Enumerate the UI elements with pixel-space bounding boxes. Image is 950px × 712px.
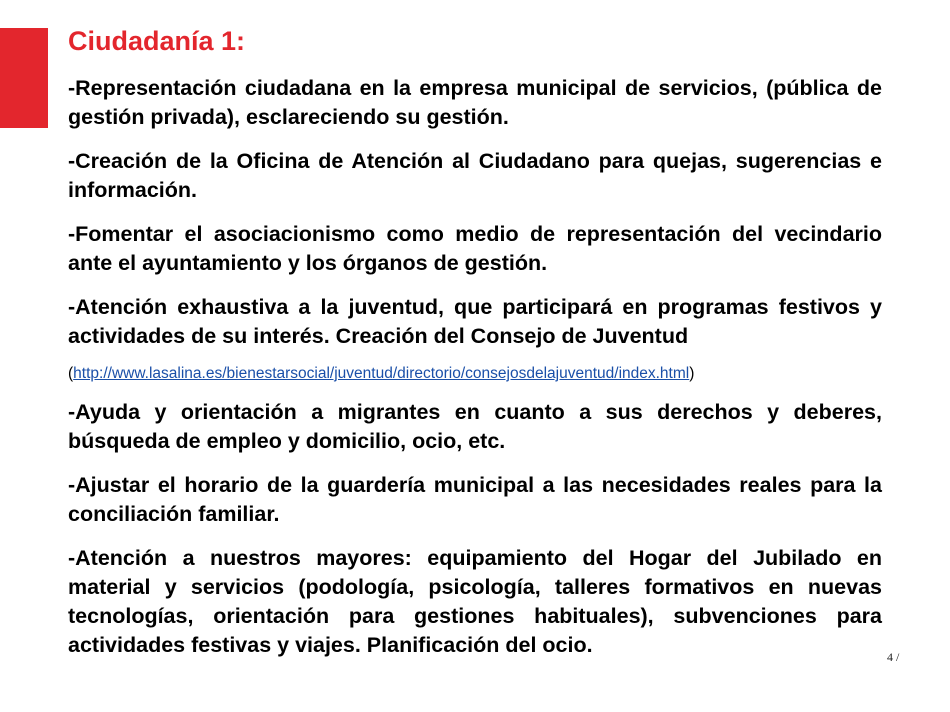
page-number: 4 /: [887, 650, 900, 664]
paragraph-nursery: -Ajustar el horario de la guardería municipal a las necesidades reales para la conciliación familiar.: [68, 473, 882, 526]
link-close-paren: ): [689, 365, 695, 382]
paragraph-citizen-office: -Creación de la Oficina de Atención al Ciudadano para quejas, sugerencias e información.: [68, 149, 882, 202]
paragraph-representation: -Representación ciudadana en la empresa municipal de servicios, (pública de gestión privada), esclareciendo su gestión.: [68, 76, 882, 129]
accent-bar: [0, 28, 48, 128]
paragraph-migrants: -Ayuda y orientación a migrantes en cuanto a sus derechos y deberes, búsqueda de empleo y domicilio, ocio, etc.: [68, 400, 882, 453]
paragraph-elderly: -Atención a nuestros mayores: equipamiento del Hogar del Jubilado en material y servicios (podología, psicología, talleres formativos en nuevas tecnologías, orientación para gestiones habituales), subvenciones para actividades festivas y viajes. Planificación del ocio.: [68, 546, 882, 657]
youth-council-link-line: [68, 362, 882, 386]
paragraph-associationism: -Fomentar el asociacionismo como medio de representación del vecindario ante el ayuntamiento y los órganos de gestión.: [68, 222, 882, 275]
link-open-paren: (: [68, 365, 74, 382]
slide-content: [68, 74, 882, 675]
paragraph-youth: -Atención exhaustiva a la juventud, que participará en programas festivos y actividades de su interés. Creación del Consejo de Juventud: [68, 295, 882, 348]
youth-council-link[interactable]: http://www.lasalina.es/bienestarsocial/juventud/directorio/consejosdelajuventud/index.html: [73, 365, 690, 382]
slide-title: Ciudadanía 1:: [68, 26, 246, 56]
